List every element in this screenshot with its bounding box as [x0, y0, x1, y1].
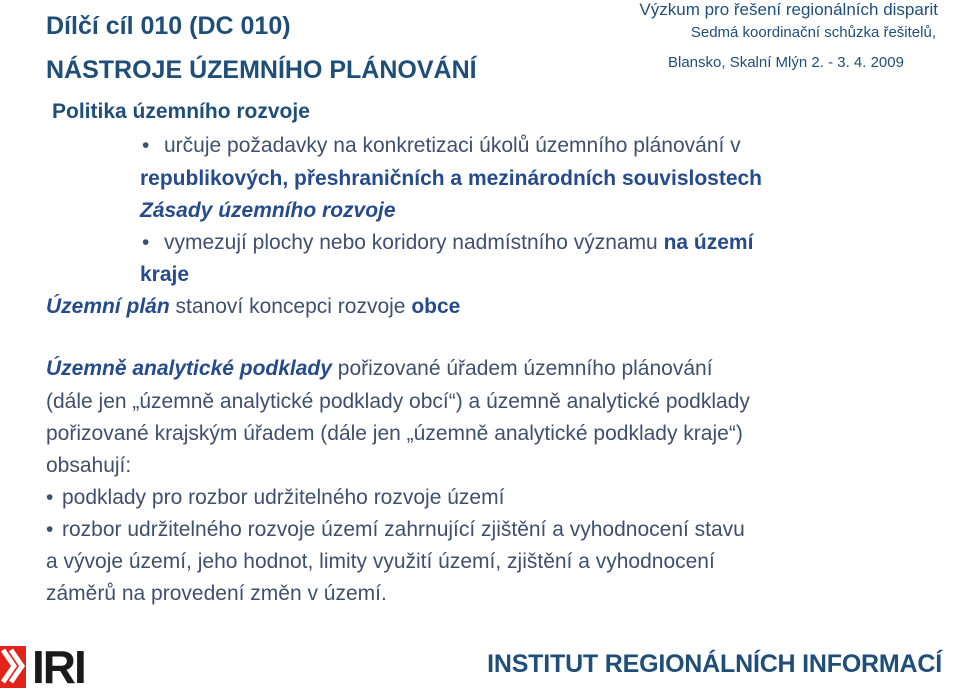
uzemni-plan-text: stanoví koncepci rozvoje — [169, 295, 412, 318]
bullet-podklady-text: podklady pro rozbor udržitelného rozvoje území — [62, 486, 505, 509]
bullet-rozbor-line-3: záměrů na provedení změn v území. — [46, 582, 387, 605]
iri-logo — [0, 641, 104, 693]
paragraph-line-1 — [46, 353, 713, 384]
bullet-dot: • — [46, 486, 54, 509]
bullet-podklady — [46, 482, 504, 513]
title-line-1: Dílčí cíl 010 (DC 010) — [46, 12, 291, 40]
heading-politika: Politika územního rozvoje — [52, 100, 310, 123]
bullet-dot: • — [142, 134, 150, 157]
project-meeting: Sedmá koordinační schůzka řešitelů, — [690, 24, 936, 41]
heading-zasady: Zásady územního rozvoje — [140, 199, 396, 222]
paragraph-line-1-text: pořizované úřadem územního plánování — [331, 357, 713, 380]
institute-name: INSTITUT REGIONÁLNÍCH INFORMACÍ — [487, 650, 942, 678]
title-line-2: NÁSTROJE ÚZEMNÍHO PLÁNOVÁNÍ — [46, 56, 477, 84]
bullet-urcuje-bold: republikových, přeshraničních a mezinárodních souvislostech — [140, 167, 763, 190]
bullet-urcuje-text: určuje požadavky na konkretizaci úkolů územního plánování v — [164, 134, 741, 157]
bullet-rozbor-text: rozbor udržitelného rozvoje území zahrnující zjištění a vyhodnocení stavu — [62, 518, 745, 541]
project-place: Blansko, Skalní Mlýn 2. - 3. 4. 2009 — [668, 54, 904, 71]
paragraph-line-3: pořizované krajským úřadem (dále jen „územně analytické podklady kraje“) — [46, 422, 743, 445]
bullet-rozbor-line-2: a vývoje území, jeho hodnot, limity využití území, zjištění a vyhodnocení — [46, 550, 715, 573]
uzemni-plan-obce: obce — [411, 295, 461, 318]
uap-label: Územně analytické podklady — [46, 357, 332, 380]
paragraph-line-2: (dále jen „územně analytické podklady obcí“) a územně analytické podklady — [46, 390, 750, 413]
uzemni-plan-label: Územní plán — [46, 295, 170, 318]
line-uzemni-plan — [46, 291, 460, 322]
bullet-dot: • — [46, 518, 54, 541]
bullet-vymezuji-bold-2: kraje — [140, 263, 190, 286]
project-title: Výzkum pro řešení regionálních disparit — [639, 0, 938, 19]
bullet-vymezuji-text: vymezují plochy nebo koridory nadmístního významu — [164, 231, 664, 254]
bullet-dot: • — [142, 231, 150, 254]
bullet-vymezuji-bold: na území — [663, 231, 754, 254]
bullet-rozbor — [46, 514, 745, 545]
logo-text: IRI — [32, 641, 85, 693]
paragraph-line-4: obsahují: — [46, 454, 132, 477]
bullet-urcuje — [142, 130, 741, 161]
bullet-vymezuji — [142, 227, 753, 258]
